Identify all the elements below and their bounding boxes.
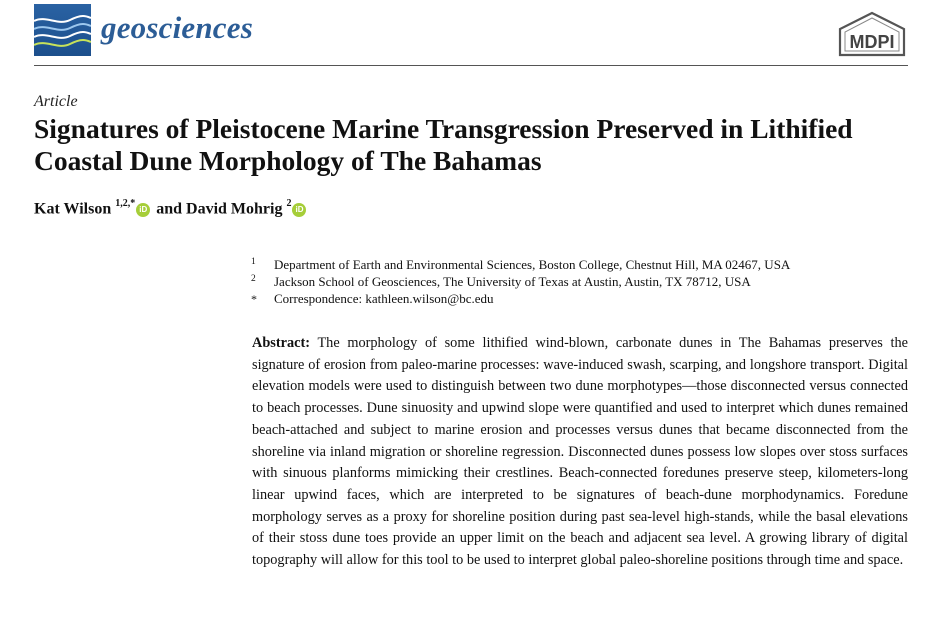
article-type: Article bbox=[34, 93, 78, 110]
author-name: Kat Wilson bbox=[34, 200, 112, 218]
author-connector: and bbox=[156, 200, 183, 218]
mdpi-logo-text: MDPI bbox=[849, 32, 895, 52]
correspondence-text: Correspondence: kathleen.wilson@bc.edu bbox=[274, 291, 494, 306]
header-divider bbox=[34, 65, 908, 66]
affiliation-marker: * bbox=[251, 292, 257, 306]
affiliations bbox=[251, 256, 911, 307]
affiliation-item bbox=[251, 256, 911, 273]
abstract-label: Abstract: bbox=[252, 335, 310, 351]
orcid-icon[interactable]: iD bbox=[136, 203, 150, 217]
affiliation-marker: 1 bbox=[251, 257, 256, 267]
author-list bbox=[34, 199, 308, 218]
article-title: Signatures of Pleistocene Marine Transgression Preserved in Lithified Coastal Dune Morphology of The Bahamas bbox=[34, 113, 853, 176]
affiliation-text: Jackson School of Geosciences, The University of Texas at Austin, Austin, TX 78712, USA bbox=[274, 274, 751, 289]
affiliation-item bbox=[251, 273, 911, 290]
affiliation-marker: 2 bbox=[251, 274, 256, 284]
affiliation-text: Department of Earth and Environmental Sciences, Boston College, Chestnut Hill, MA 02467, USA bbox=[274, 257, 791, 272]
author-name: David Mohrig bbox=[186, 200, 283, 218]
mdpi-logo bbox=[836, 11, 908, 57]
journal-logo-icon bbox=[34, 4, 91, 56]
author-affiliation-markers: 1,2,* bbox=[115, 198, 136, 209]
abstract-text: The morphology of some lithified wind-blown, carbonate dunes in The Bahamas preserves the signature of erosion from paleo-marine processes: wave-induced swash, scarping, and longshore transport. Digital elevation models were used to distinguish between two dune morphotypes—those disconnected versus connected to beach processes. Dune sinuosity and upwind slope were quantified and used to interpret which dunes remained beach-attached and subject to marine erosion and processes versus dunes that became disconnected from the shoreline via inland migration or shoreline regression. Disconnected dunes possess low slopes over stoss surfaces with sinuous planforms mimicking their crestlines. Beach-connected foredunes preserve steep, kilometers-long linear upwind faces, which are interpreted to be signatures of beach-dune morphodynamics. Foredune morphology serves as a proxy for shoreline position during past sea-level high-stands, while the basal elevations of their stoss dune toes provide an upper limit on the beach and adjacent sea level. A growing library of digital topography will allow for this tool to be used to interpret global paleo-shoreline positions through time and space. bbox=[252, 335, 908, 569]
abstract bbox=[252, 333, 908, 572]
journal-name: geosciences bbox=[101, 10, 253, 45]
author-affiliation-markers: 2 bbox=[286, 198, 292, 209]
orcid-icon[interactable]: iD bbox=[292, 203, 306, 217]
affiliation-item bbox=[251, 290, 911, 307]
